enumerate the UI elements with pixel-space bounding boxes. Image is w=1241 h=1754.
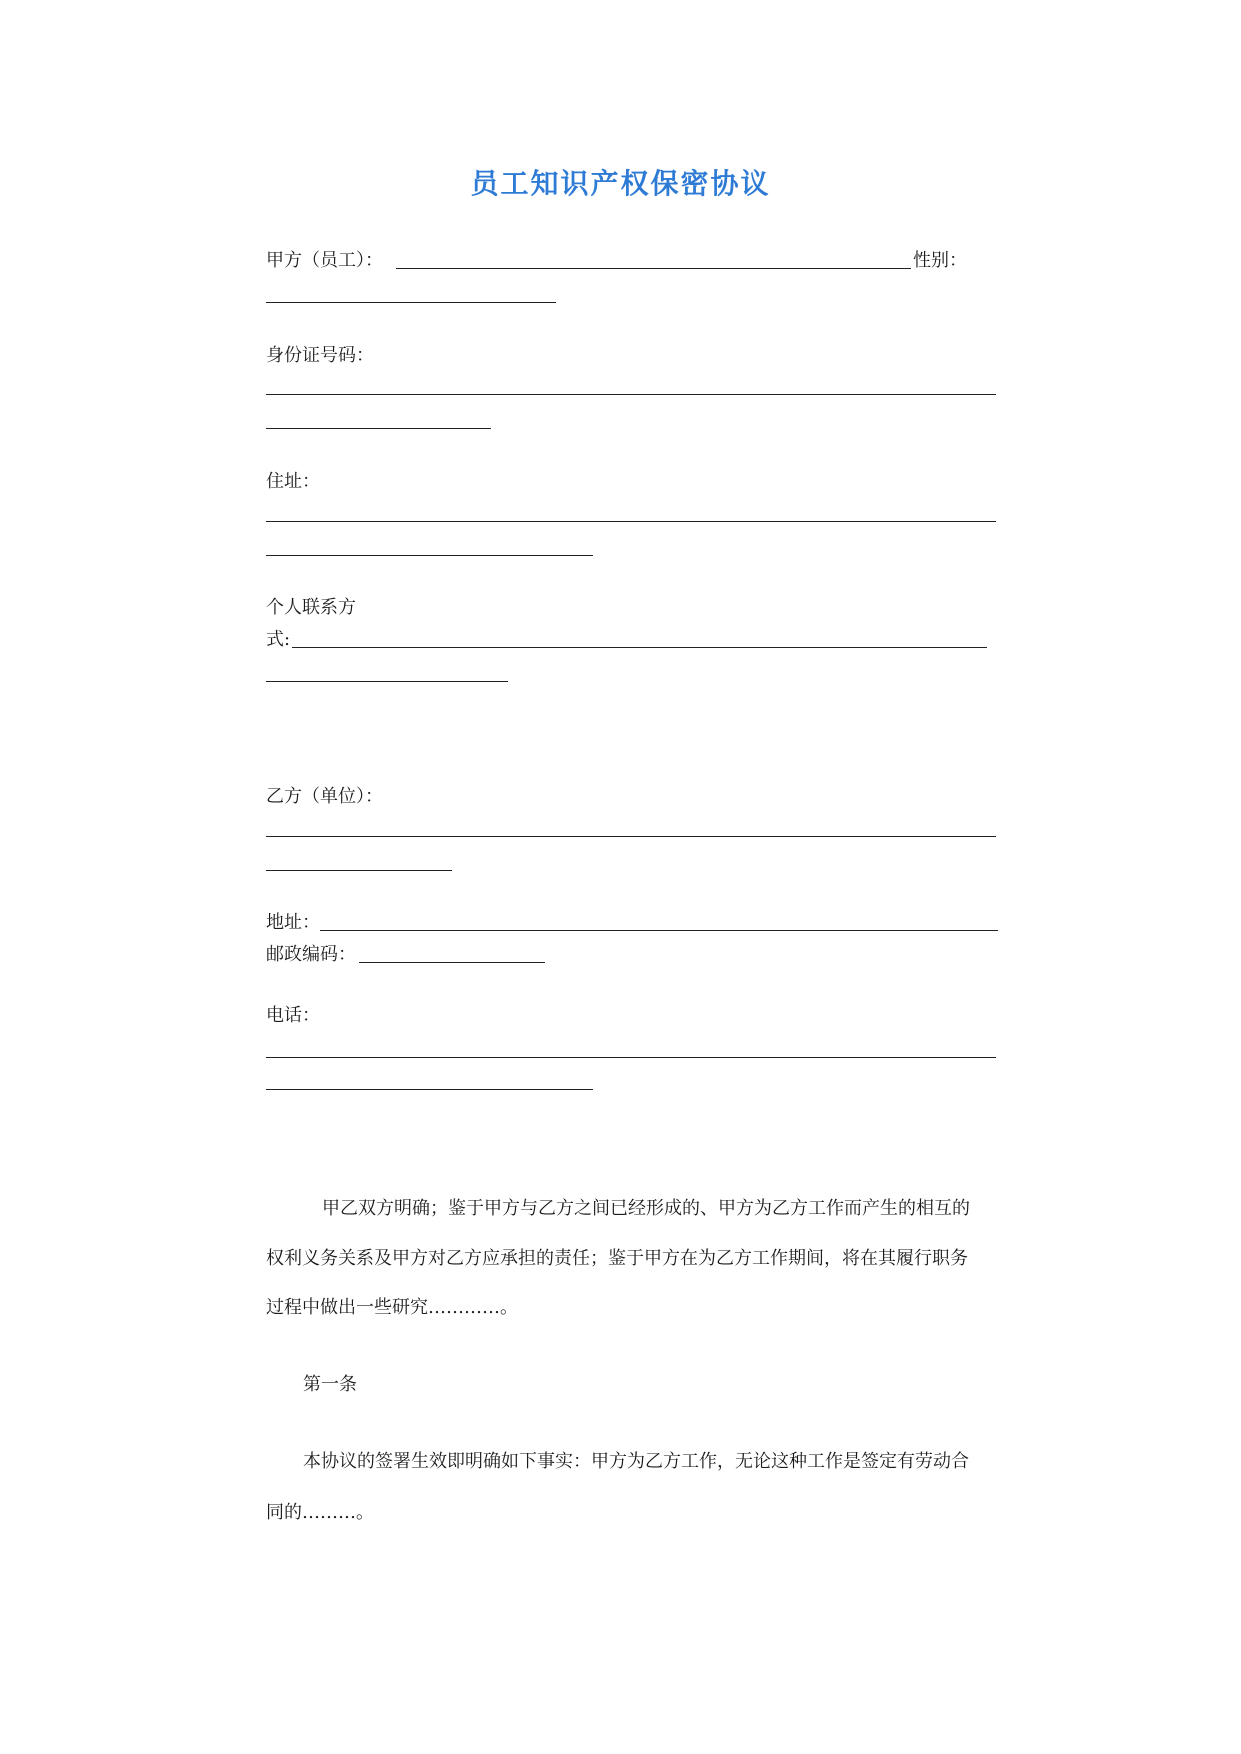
party-b-label: 乙方（单位）： <box>266 786 383 807</box>
address-label: 住址： <box>266 471 320 492</box>
party-a-name-line[interactable] <box>396 268 911 269</box>
postcode-line[interactable] <box>359 962 545 963</box>
phone-line-2[interactable] <box>266 1089 593 1090</box>
id-number-line-2[interactable] <box>266 428 491 429</box>
address-line-2[interactable] <box>266 555 593 556</box>
phone-label: 电话： <box>266 1005 320 1026</box>
preamble-line-1: 甲乙双方明确；鉴于甲方与乙方之间已经形成的、甲方为乙方工作而产生的相互的 <box>322 1198 970 1219</box>
preamble-line-3: 过程中做出一些研究…………。 <box>266 1297 518 1318</box>
article-1-line-1: 本协议的签署生效即明确如下事实：甲方为乙方工作，无论这种工作是签定有劳动合 <box>303 1451 969 1472</box>
contact-line-1[interactable] <box>292 647 987 648</box>
article-1-heading: 第一条 <box>303 1374 357 1395</box>
company-address-line[interactable] <box>320 930 998 931</box>
party-b-line-2[interactable] <box>266 870 452 871</box>
document-title: 员工知识产权保密协议 <box>470 167 771 200</box>
postcode-label: 邮政编码： <box>266 944 356 965</box>
id-number-line-1[interactable] <box>266 394 996 395</box>
gender-label: 性别： <box>913 250 967 271</box>
article-1-line-2: 同的………。 <box>266 1502 374 1523</box>
address-line-1[interactable] <box>266 521 996 522</box>
party-a-label: 甲方（员工）： <box>266 250 383 271</box>
contact-label-2: 式: <box>266 629 291 650</box>
party-b-line-1[interactable] <box>266 836 996 837</box>
contact-line-2[interactable] <box>266 681 508 682</box>
phone-line-1[interactable] <box>266 1057 996 1058</box>
preamble-line-2: 权利义务关系及甲方对乙方应承担的责任；鉴于甲方在为乙方工作期间，将在其履行职务 <box>266 1248 968 1269</box>
id-number-label: 身份证号码： <box>266 345 374 366</box>
gender-line[interactable] <box>266 302 556 303</box>
contact-label-1: 个人联系方 <box>266 597 356 618</box>
company-address-label: 地址： <box>266 912 320 933</box>
